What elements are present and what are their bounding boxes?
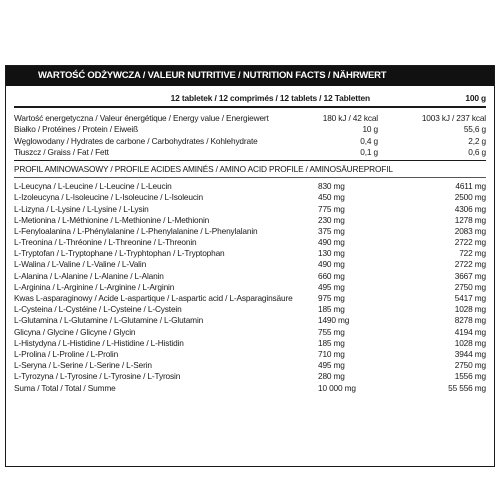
serving-amount: 975 mg <box>318 293 345 303</box>
row-label: L-Fenyloalanina / L-Phénylalanine / L-Phenylalanine / L-Phenylalanin <box>14 225 258 236</box>
table-row <box>14 192 486 203</box>
nutrition-table <box>14 113 486 158</box>
nutrition-header: WARTOŚĆ ODŻYWCZA / VALEUR NUTRITIVE / NUTRITION FACTS / NÄHRWERT <box>6 66 494 86</box>
serving-amount: 755 mg <box>318 326 345 337</box>
table-row <box>14 315 486 326</box>
serving-value: 100 g <box>465 93 486 103</box>
serving-amount: 230 mg <box>318 214 345 225</box>
serving-amount: 185 mg <box>318 304 345 315</box>
serving-amount: 0,1 g <box>360 146 378 157</box>
amino-section-title: PROFIL AMINOWASOWY / PROFILE ACIDES AMINÉS / AMINO ACID PROFILE / AMINOSÄUREPROFIL <box>14 163 393 174</box>
row-label: Węglowodany / Hydrates de carbone / Carbohydrates / Kohlehydrate <box>14 135 258 146</box>
row-label: Glicyna / Glycine / Glicyne / Glycin <box>14 326 136 337</box>
serving-amount: 10 000 mg <box>318 382 356 393</box>
row-label: Wartość energetyczna / Valeur énergétique / Energy value / Energiewert <box>14 113 269 124</box>
serving-row <box>14 93 486 104</box>
nutrition-facts-panel <box>5 65 495 467</box>
table-row <box>14 383 486 394</box>
per-100g-amount: 1556 mg <box>454 371 486 382</box>
row-label: Tłuszcz / Graiss / Fat / Fett <box>14 146 109 157</box>
table-row <box>14 226 486 237</box>
serving-amount: 130 mg <box>318 248 345 259</box>
table-row <box>14 293 486 304</box>
table-row <box>14 136 486 147</box>
divider <box>14 160 486 161</box>
serving-amount: 495 mg <box>318 360 345 371</box>
row-label: L-Arginina / L-Arginine / L-Arginine / L-Arginin <box>14 281 175 292</box>
serving-amount: 375 mg <box>318 225 345 236</box>
per-100g-amount: 2722 mg <box>454 259 486 270</box>
serving-amount: 0,4 g <box>360 135 378 146</box>
table-row <box>14 349 486 360</box>
per-100g-amount: 3944 mg <box>454 348 486 359</box>
serving-amount: 495 mg <box>318 281 345 292</box>
per-100g-amount: 4194 mg <box>454 326 486 337</box>
table-row <box>14 327 486 338</box>
row-label: Suma / Total / Total / Summe <box>14 382 116 393</box>
per-100g-amount: 55,6 g <box>463 124 486 135</box>
per-100g-amount: 0,6 g <box>468 146 486 157</box>
row-label: Białko / Protéines / Protein / Eiweiß <box>14 124 139 135</box>
per-100g-amount: 1028 mg <box>454 304 486 315</box>
row-label: L-Tyrozyna / L-Tyrosine / L-Tyrosine / L-Tyrosin <box>14 371 181 382</box>
serving-amount: 710 mg <box>318 348 345 359</box>
per-100g-amount: 1278 mg <box>454 214 486 225</box>
row-label: L-Walina / L-Valine / L-Valine / L-Valin <box>14 259 147 270</box>
per-100g-amount: 1028 mg <box>454 337 486 348</box>
per-100g-amount: 5417 mg <box>454 293 486 303</box>
serving-label: 12 tabletek / 12 comprimés / 12 tablets / 12 Tabletten <box>170 93 370 103</box>
per-100g-amount: 2750 mg <box>454 360 486 371</box>
per-100g-amount: 722 mg <box>459 248 486 259</box>
table-row <box>14 113 486 124</box>
table-row <box>14 271 486 282</box>
serving-amount: 180 kJ / 42 kcal <box>322 113 378 124</box>
divider <box>14 106 486 108</box>
table-row <box>14 304 486 315</box>
serving-amount: 490 mg <box>318 237 345 248</box>
serving-amount: 490 mg <box>318 259 345 270</box>
table-row <box>14 282 486 293</box>
per-100g-amount: 2750 mg <box>454 281 486 292</box>
per-100g-amount: 4611 mg <box>455 181 486 192</box>
row-label: L-Prolina / L-Proline / L-Prolin <box>14 348 119 359</box>
row-label: L-Histydyna / L-Histidine / L-Histidine / L-Histidin <box>14 337 184 348</box>
serving-amount: 660 mg <box>318 270 345 281</box>
serving-amount: 450 mg <box>318 192 345 203</box>
serving-amount: 830 mg <box>318 181 345 192</box>
row-label: L-Izoleucyna / L-Isoleucine / L-Isoleucine / L-Isoleucin <box>14 192 203 203</box>
serving-amount: 1490 mg <box>318 315 350 326</box>
table-row <box>14 204 486 215</box>
row-label: L-Lizyna / L-Lysine / L-Lysine / L-Lysin <box>14 203 149 214</box>
serving-amount: 280 mg <box>318 371 345 382</box>
per-100g-amount: 4306 mg <box>454 203 486 214</box>
table-row <box>14 259 486 270</box>
serving-amount: 10 g <box>362 124 378 135</box>
row-label: L-Treonina / L-Thréonine / L-Threonine / L-Threonin <box>14 237 197 248</box>
row-label: Kwas L-asparaginowy / Acide L-aspartique / L-aspartic acid / L-Asparaginsäure <box>14 293 293 303</box>
per-100g-amount: 2500 mg <box>454 192 486 203</box>
nutrition-content <box>6 86 494 394</box>
serving-amount: 775 mg <box>318 203 345 214</box>
row-label: L-Leucyna / L-Leucine / L-Leucine / L-Leucin <box>14 181 172 192</box>
table-row <box>14 147 486 158</box>
row-label: L-Cysteina / L-Cystéine / L-Cysteine / L-Cystein <box>14 304 182 315</box>
table-row <box>14 338 486 349</box>
per-100g-amount: 3667 mg <box>454 270 486 281</box>
table-row <box>14 248 486 259</box>
per-100g-amount: 2,2 g <box>468 135 486 146</box>
row-label: L-Tryptofan / L-Tryptophane / L-Tryphtophan / L-Tryptophan <box>14 248 225 259</box>
per-100g-amount: 2722 mg <box>454 237 486 248</box>
per-100g-amount: 55 556 mg <box>448 382 486 393</box>
row-label: L-Alanina / L-Alanine / L-Alanine / L-Alanin <box>14 270 164 281</box>
table-row <box>14 237 486 248</box>
per-100g-amount: 2083 mg <box>454 225 486 236</box>
row-label: L-Metionina / L-Méthionine / L-Methionine / L-Methionin <box>14 214 210 225</box>
row-label: L-Glutamina / L-Glutamine / L-Glutamine / L-Glutamin <box>14 315 204 326</box>
table-row <box>14 360 486 371</box>
divider <box>14 177 486 178</box>
serving-amount: 185 mg <box>318 337 345 348</box>
row-label: L-Seryna / L-Serine / L-Serine / L-Serin <box>14 360 152 371</box>
per-100g-amount: 1003 kJ / 237 kcal <box>421 113 486 124</box>
per-100g-amount: 8278 mg <box>454 315 486 326</box>
table-row <box>14 215 486 226</box>
table-row <box>14 124 486 135</box>
table-row <box>14 181 486 192</box>
table-row <box>14 371 486 382</box>
amino-table <box>14 181 486 394</box>
